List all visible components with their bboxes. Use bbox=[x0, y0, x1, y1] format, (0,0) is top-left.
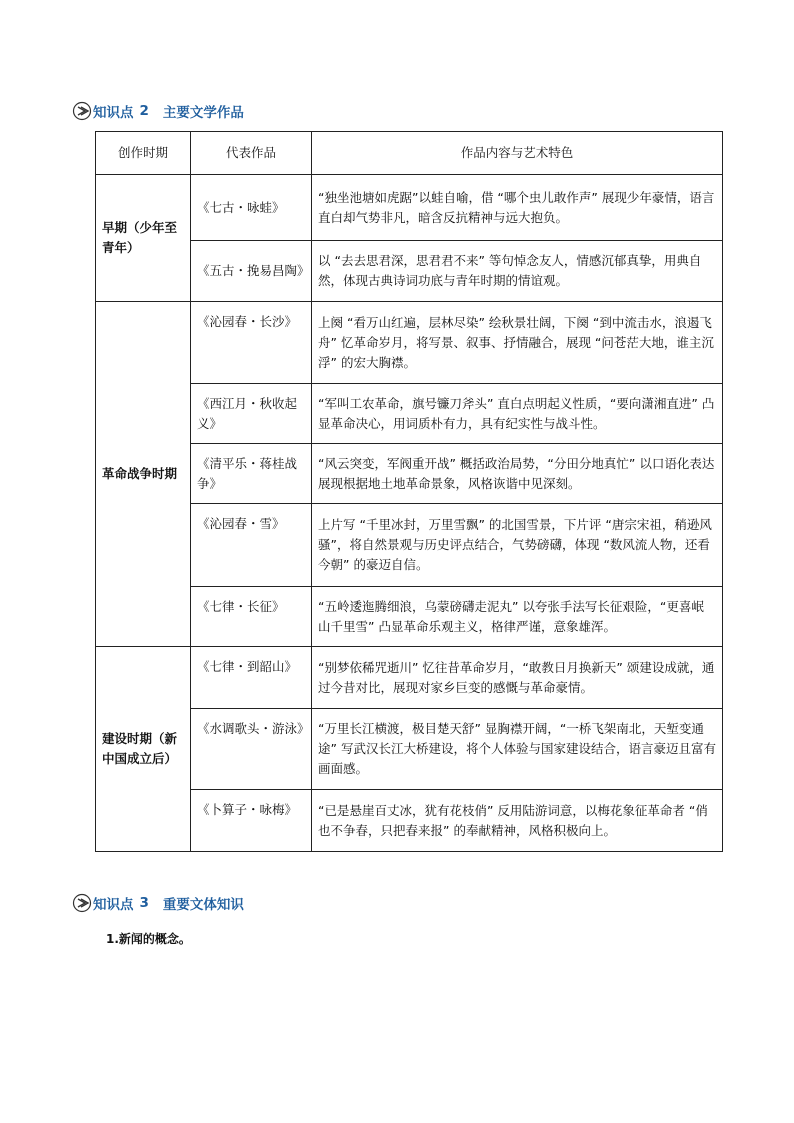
work-cell: 《沁园春・长沙》 bbox=[191, 302, 312, 384]
desc-cell: “风云突变，军阀重开战” 概括政治局势，“分田分地真忙” 以口语化表达展现根据地土地革命景象，风格诙谐中见深刻。 bbox=[312, 444, 723, 504]
section-label: 知识点 bbox=[93, 105, 134, 121]
table-row bbox=[96, 587, 723, 647]
work-cell: 《清平乐・蒋桂战争》 bbox=[191, 444, 312, 504]
desc-cell: “独坐池塘如虎踞”以蛙自喻，借 “哪个虫儿敢作声” 展现少年豪情，语言直白却气势非凡，暗含反抗精神与远大抱负。 bbox=[312, 175, 723, 241]
work-cell: 《七律・长征》 bbox=[191, 587, 312, 647]
table-row bbox=[96, 384, 723, 444]
table-row bbox=[96, 241, 723, 302]
desc-cell: “已是悬崖百丈冰，犹有花枝俏” 反用陆游词意，以梅花象征革命者 “俏也不争春，只把春来报” 的奉献精神，风格积极向上。 bbox=[312, 790, 723, 852]
table-row bbox=[96, 175, 723, 241]
works-table bbox=[95, 131, 723, 852]
work-cell: 《卜算子・咏梅》 bbox=[191, 790, 312, 852]
work-cell: 《沁园春・雪》 bbox=[191, 504, 312, 587]
period-cell: 早期（少年至青年） bbox=[96, 175, 191, 302]
desc-cell: 上片写 “千里冰封，万里雪飘” 的北国雪景，下片评 “唐宗宋祖，稍逊风骚”，将自然景观与历史评点结合，气势磅礴，体现 “数风流人物，还看今朝” 的豪迈自信。 bbox=[312, 504, 723, 587]
table-row bbox=[96, 444, 723, 504]
desc-cell: 以 “去去思君深，思君君不来” 等句悼念友人，情感沉郁真挚，用典自然，体现古典诗词功底与青年时期的情谊观。 bbox=[312, 241, 723, 302]
work-cell: 《七古・咏蛙》 bbox=[191, 175, 312, 241]
section-label: 知识点 bbox=[93, 897, 134, 913]
desc-cell: “万里长江横渡，极目楚天舒” 显胸襟开阔，“一桥飞架南北，天堑变通途” 写武汉长江大桥建设，将个人体验与国家建设结合，语言豪迈且富有画面感。 bbox=[312, 709, 723, 790]
table-row bbox=[96, 647, 723, 709]
table-row bbox=[96, 302, 723, 384]
table-row bbox=[96, 790, 723, 852]
table-row bbox=[96, 709, 723, 790]
desc-cell: “军叫工农革命，旗号镰刀斧头” 直白点明起义性质，“要向潇湘直进” 凸显革命决心，用词质朴有力，具有纪实性与战斗性。 bbox=[312, 384, 723, 444]
section-number: 2 bbox=[139, 103, 149, 119]
section-heading-3 bbox=[72, 893, 244, 913]
table-header-row bbox=[96, 132, 723, 175]
section-heading-2 bbox=[72, 101, 244, 121]
section-number: 3 bbox=[139, 895, 149, 911]
section-title: 主要文学作品 bbox=[162, 105, 244, 121]
table-row bbox=[96, 504, 723, 587]
work-cell: 《西江月・秋收起义》 bbox=[191, 384, 312, 444]
subheading: 1.新闻的概念。 bbox=[106, 932, 191, 946]
desc-cell: 上阕 “看万山红遍，层林尽染” 绘秋景壮阔，下阕 “到中流击水，浪遏飞舟” 忆革命岁月，将写景、叙事、抒情融合，展现 “问苍茫大地，谁主沉浮” 的宏大胸襟。 bbox=[312, 302, 723, 384]
period-cell: 建设时期（新中国成立后） bbox=[96, 647, 191, 852]
section-title: 重要文体知识 bbox=[162, 897, 244, 913]
arrow-circle-icon bbox=[72, 101, 92, 121]
work-cell: 《水调歌头・游泳》 bbox=[191, 709, 312, 790]
header-content: 作品内容与艺术特色 bbox=[312, 132, 723, 175]
work-cell: 《五古・挽易昌陶》 bbox=[191, 241, 312, 302]
desc-cell: “五岭逶迤腾细浪，乌蒙磅礴走泥丸” 以夸张手法写长征艰险，“更喜岷山千里雪” 凸显革命乐观主义，格律严谨，意象雄浑。 bbox=[312, 587, 723, 647]
header-work: 代表作品 bbox=[191, 132, 312, 175]
period-cell: 革命战争时期 bbox=[96, 302, 191, 647]
desc-cell: “别梦依稀咒逝川” 忆往昔革命岁月，“敢教日月换新天” 颂建设成就，通过今昔对比，展现对家乡巨变的感慨与革命豪情。 bbox=[312, 647, 723, 709]
arrow-circle-icon bbox=[72, 893, 92, 913]
header-period: 创作时期 bbox=[96, 132, 191, 175]
work-cell: 《七律・到韶山》 bbox=[191, 647, 312, 709]
